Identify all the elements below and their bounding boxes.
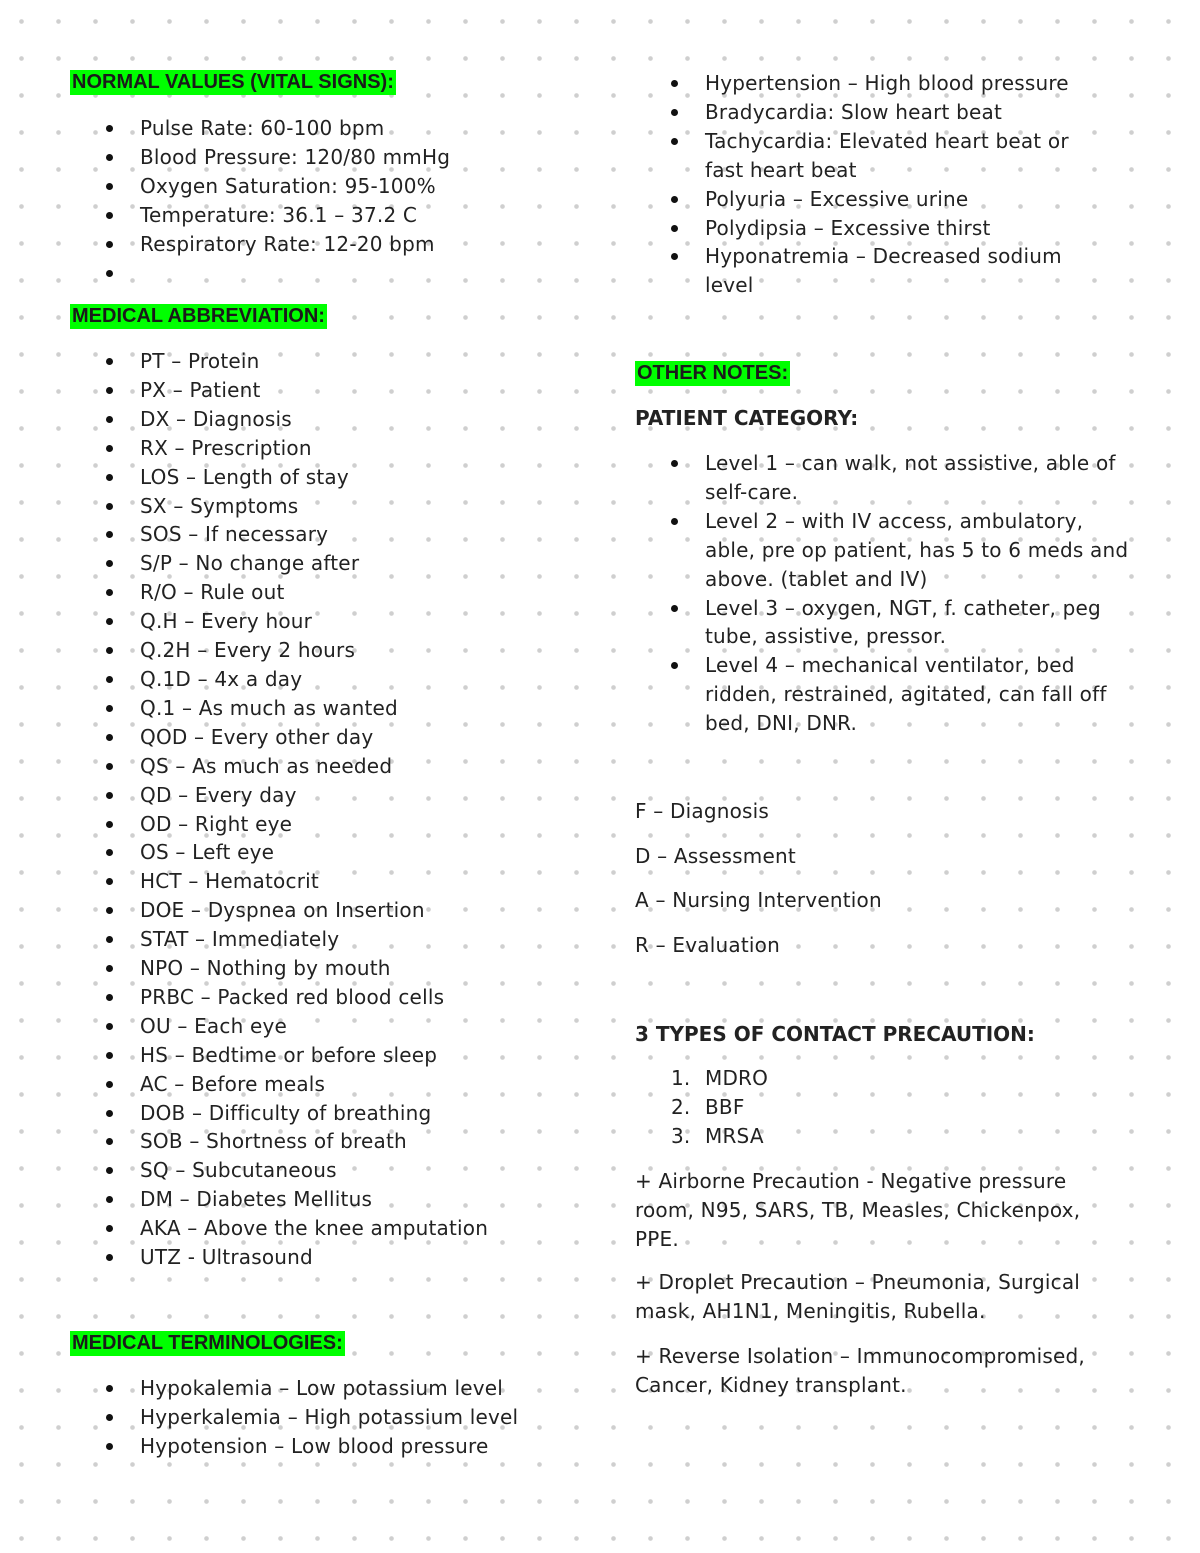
list-item: HS – Bedtime or before sleep — [70, 1041, 488, 1070]
list-item — [635, 1064, 768, 1093]
list-item: Hypokalemia – Low potassium level — [70, 1374, 518, 1403]
terminologies-list-right — [635, 69, 1145, 300]
patient-category-list — [635, 449, 1130, 738]
fdar-r: R – Evaluation — [635, 933, 780, 957]
list-item: Pulse Rate: 60-100 bpm — [70, 114, 450, 143]
normal-values-heading: NORMAL VALUES (VITAL SIGNS): — [72, 71, 394, 93]
list-item: Hyponatremia – Decreased sodium level — [635, 242, 1095, 300]
list-item: Hyperkalemia – High potassium level — [70, 1403, 518, 1432]
list-item: AC – Before meals — [70, 1070, 488, 1099]
contact-precaution-title: 3 TYPES OF CONTACT PRECAUTION: — [635, 1022, 1035, 1046]
list-item: HCT – Hematocrit — [70, 867, 488, 896]
list-item — [635, 1122, 768, 1151]
list-item: OD – Right eye — [70, 810, 488, 839]
list-number: 3. — [671, 1123, 691, 1148]
list-number: 2. — [671, 1094, 691, 1119]
list-item: LOS – Length of stay — [70, 463, 488, 492]
list-item: SOS – If necessary — [70, 520, 488, 549]
list-item: DOB – Difficulty of breathing — [70, 1099, 488, 1128]
list-item: OU – Each eye — [70, 1012, 488, 1041]
list-item: QS – As much as needed — [70, 752, 488, 781]
list-item: Level 4 – mechanical ventilator, bed ridden, restrained, agitated, can fall off bed, DNI, DNR. — [635, 651, 1130, 738]
list-item: Tachycardia: Elevated heart beat or fast heart beat — [635, 127, 1095, 185]
list-item: Q.H – Every hour — [70, 607, 488, 636]
list-item: STAT – Immediately — [70, 925, 488, 954]
list-item: Hypotension – Low blood pressure — [70, 1432, 518, 1461]
list-item: QD – Every day — [70, 781, 488, 810]
terminologies-heading: MEDICAL TERMINOLOGIES: — [72, 1332, 343, 1354]
list-item-text: MRSA — [705, 1123, 764, 1148]
list-item: Level 2 – with IV access, ambulatory, able, pre op patient, has 5 to 6 meds and above. (tablet and IV) — [635, 507, 1130, 594]
airborne-precaution: + Airborne Precaution - Negative pressure room, N95, SARS, TB, Measles, Chickenpox, PPE. — [635, 1169, 1081, 1251]
list-item: SQ – Subcutaneous — [70, 1156, 488, 1185]
droplet-precaution: + Droplet Precaution – Pneumonia, Surgical mask, AH1N1, Meningitis, Rubella. — [635, 1270, 1081, 1323]
list-item-text: MDRO — [705, 1066, 769, 1090]
contact-precaution-list — [635, 1064, 768, 1151]
list-number: 1. — [671, 1066, 691, 1090]
list-item: Polydipsia – Excessive thirst — [635, 214, 1145, 243]
terminologies-list-left — [70, 1374, 518, 1461]
list-item — [635, 1093, 768, 1122]
fdar-f: F – Diagnosis — [635, 799, 770, 823]
list-item: SOB – Shortness of breath — [70, 1127, 488, 1156]
list-item: RX – Prescription — [70, 434, 488, 463]
list-item: Level 3 – oxygen, NGT, f. catheter, peg tube, assistive, pressor. — [635, 594, 1130, 652]
abbreviation-list — [70, 347, 488, 1272]
list-item: Oxygen Saturation: 95-100% — [70, 172, 450, 201]
fdar-d: D – Assessment — [635, 844, 796, 868]
list-item: SX – Symptoms — [70, 492, 488, 521]
list-item-text: BBF — [705, 1094, 745, 1119]
list-item: DM – Diabetes Mellitus — [70, 1185, 488, 1214]
list-item: Hypertension – High blood pressure — [635, 69, 1145, 98]
abbreviation-heading: MEDICAL ABBREVIATION: — [72, 305, 325, 327]
reverse-isolation: + Reverse Isolation – Immunocompromised, Cancer, Kidney transplant. — [635, 1344, 1085, 1397]
list-item: R/O – Rule out — [70, 578, 488, 607]
fdar-a: A – Nursing Intervention — [635, 888, 882, 912]
list-item: Level 1 – can walk, not assistive, able of self-care. — [635, 449, 1130, 507]
list-item: Respiratory Rate: 12-20 bpm — [70, 230, 450, 259]
other-notes-heading: OTHER NOTES: — [637, 362, 789, 384]
empty-list-item — [70, 259, 450, 288]
list-item: PX – Patient — [70, 376, 488, 405]
list-item: PT – Protein — [70, 347, 488, 376]
list-item: DOE – Dyspnea on Insertion — [70, 896, 488, 925]
list-item: Q.1 – As much as wanted — [70, 694, 488, 723]
list-item: Bradycardia: Slow heart beat — [635, 98, 1145, 127]
list-item: Q.1D – 4x a day — [70, 665, 488, 694]
list-item: QOD – Every other day — [70, 723, 488, 752]
list-item: Q.2H – Every 2 hours — [70, 636, 488, 665]
list-item: Temperature: 36.1 – 37.2 C — [70, 201, 450, 230]
list-item: NPO – Nothing by mouth — [70, 954, 488, 983]
list-item: DX – Diagnosis — [70, 405, 488, 434]
list-item: AKA – Above the knee amputation — [70, 1214, 488, 1243]
list-item: S/P – No change after — [70, 549, 488, 578]
list-item: PRBC – Packed red blood cells — [70, 983, 488, 1012]
list-item: Polyuria – Excessive urine — [635, 185, 1145, 214]
patient-category-title: PATIENT CATEGORY: — [635, 406, 859, 430]
vital-signs-list — [70, 114, 450, 287]
list-item: Blood Pressure: 120/80 mmHg — [70, 143, 450, 172]
list-item: OS – Left eye — [70, 838, 488, 867]
list-item: UTZ - Ultrasound — [70, 1243, 488, 1272]
